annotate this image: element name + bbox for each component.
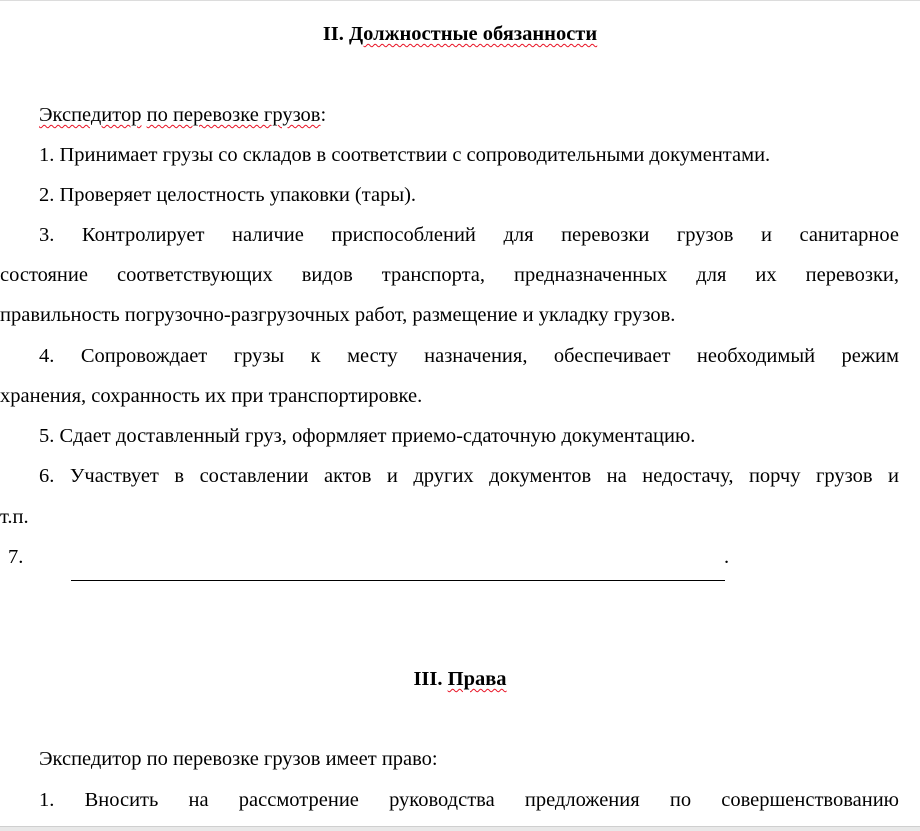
duty-item-7-number: 7. [8,546,24,568]
section-3-title: Права [447,668,507,690]
section-2-intro [39,102,326,128]
intro-word: Экспедитор [39,104,142,126]
page-bottom-edge [0,826,920,831]
intro-colon: : [320,104,327,126]
fill-in-blank-line [71,580,725,581]
duty-item-6-line-2: т.п. [0,506,29,528]
section-3-intro: Экспедитор по перевозке грузов имеет право: [39,748,438,770]
section-2-heading [0,21,920,47]
duty-item-4-line-1: 4. Сопровождает грузы к месту назначения, обеспечивает необходимый режим [39,345,899,367]
duty-item-3-line-3: правильность погрузочно-разгрузочных работ, размещение и укладку грузов. [0,304,676,326]
rights-item-1-line-1: 1. Вносить на рассмотрение руководства предложения по совершенствованию [39,789,899,811]
duty-item-5: 5. Сдает доставленный груз, оформляет приемо-сдаточную документацию. [39,425,696,447]
section-3-number: III. [413,668,443,690]
duty-item-3-line-1: 3. Контролирует наличие приспособлений для перевозки грузов и санитарное [39,224,899,246]
intro-rest: по перевозке грузов [146,104,321,126]
duty-item-1: 1. Принимает грузы со складов в соответствии с сопроводительными документами. [39,144,771,166]
duty-item-4-line-2: хранения, сохранность их при транспортировке. [0,385,423,407]
duty-item-7-end: . [724,546,730,568]
duty-item-6-line-1: 6. Участвует в составлении актов и других документов на недостачу, порчу грузов и [39,465,899,487]
duty-item-2: 2. Проверяет целостность упаковки (тары). [39,184,417,206]
duty-item-3-line-2: состояние соответствующих видов транспорта, предназначенных для их перевозки, [0,264,899,286]
section-2-number: II. [322,23,344,45]
section-3-heading [0,666,920,692]
section-2-title: Должностные обязанности [349,23,598,45]
